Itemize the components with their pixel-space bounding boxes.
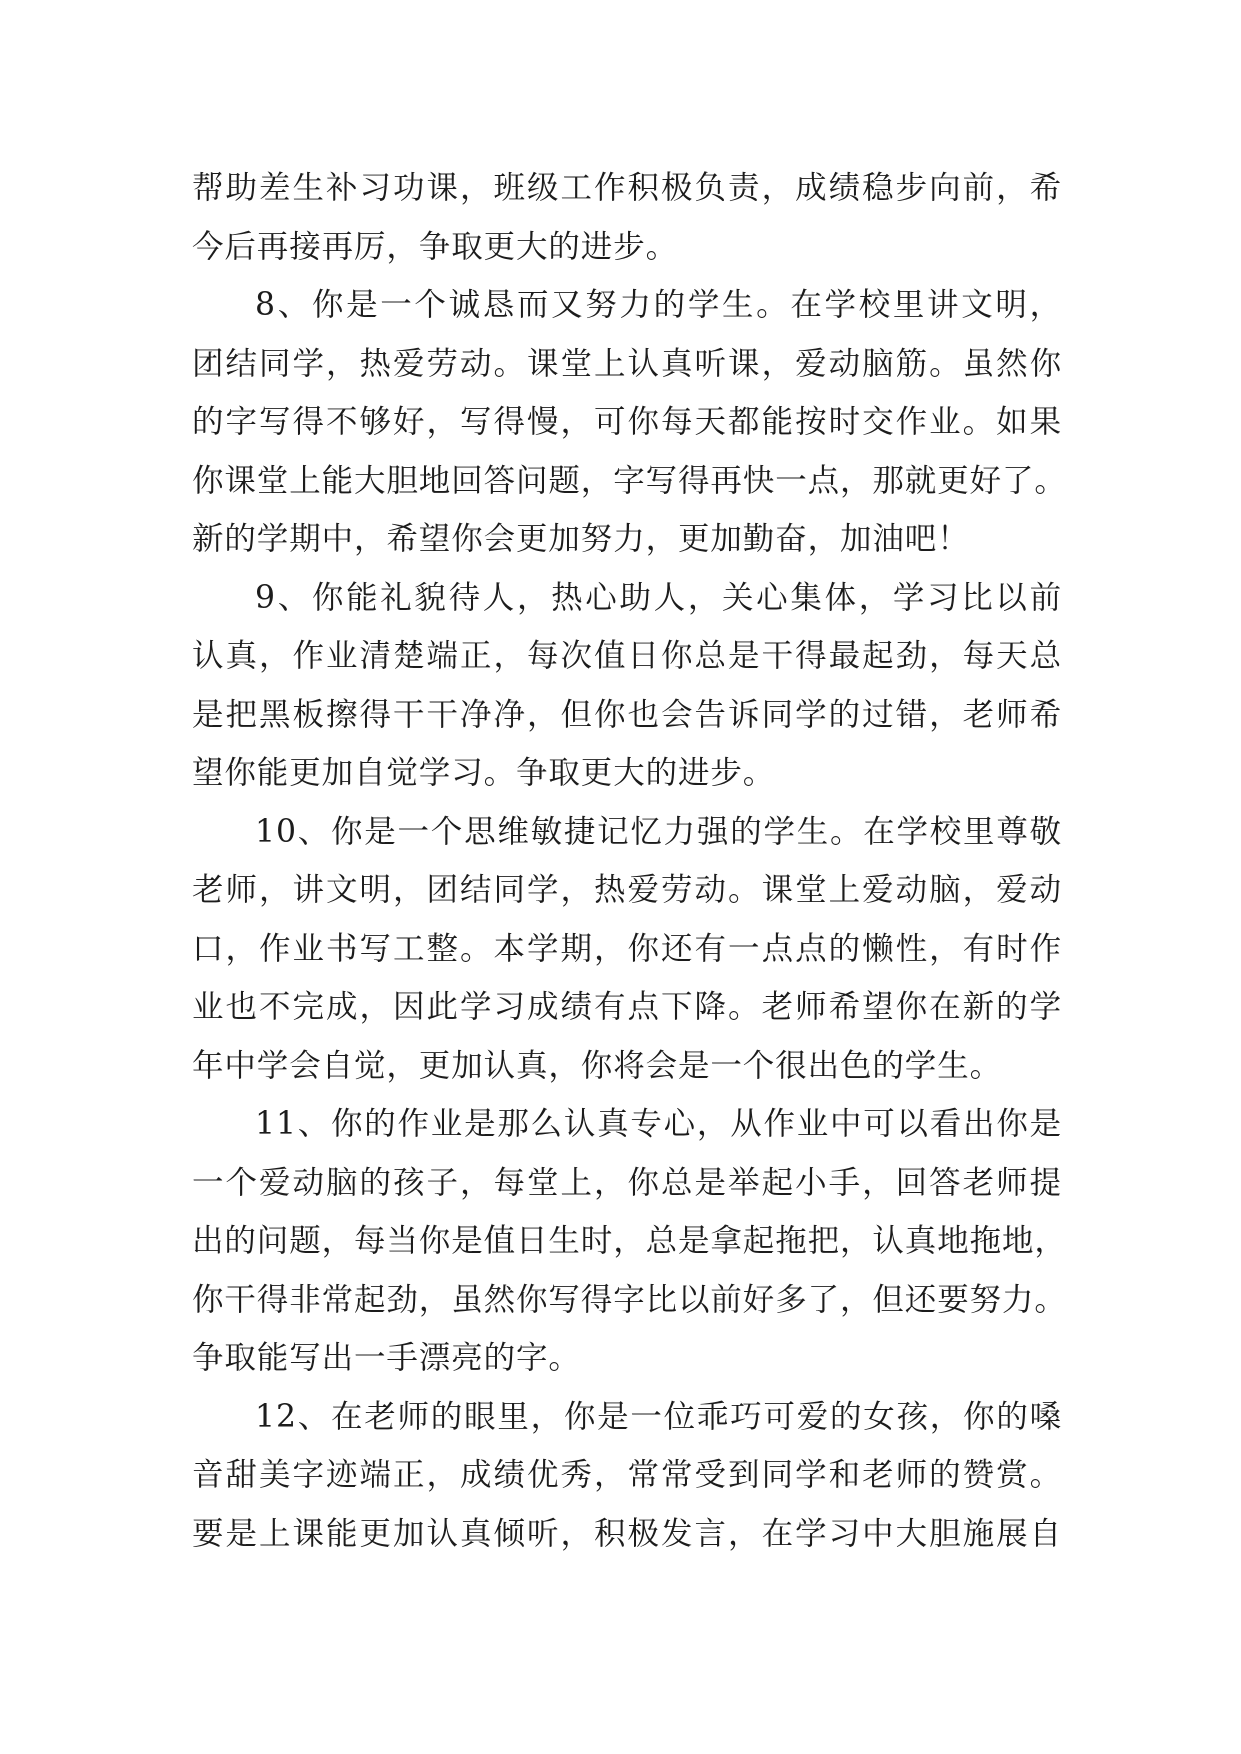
text-line: 业也不完成，因此学习成绩有点下降。老师希望你在新的学 [192,989,1062,1025]
text-line: 口，作业书写工整。本学期，你还有一点点的懒性，有时作 [192,930,1062,967]
text-line: 10、你是一个思维敏捷记忆力强的学生。在学校里尊敬 [255,813,1062,850]
text-line: 你课堂上能大胆地回答问题，字写得再快一点，那就更好了。 [192,462,1067,499]
text-line: 老师，讲文明，团结同学，热爱劳动。课堂上爱动脑，爱动 [192,872,1062,908]
text-line: 是把黑板擦得干干净净，但你也会告诉同学的过错，老师希 [192,696,1062,733]
text-line: 11、你的作业是那么认真专心，从作业中可以看出你是 [255,1106,1062,1142]
text-line: 的字写得不够好，写得慢，可你每天都能按时交作业。如果 [192,404,1062,440]
body-text [192,159,1067,1563]
text-line: 认真，作业清楚端正，每次值日你总是干得最起劲，每天总 [192,638,1062,674]
text-line: 团结同学，热爱劳动。课堂上认真听课，爱动脑筋。虽然你 [192,345,1062,382]
text-line: 9、你能礼貌待人，热心助人，关心集体，学习比以前 [255,579,1062,616]
text-line: 你干得非常起劲，虽然你写得字比以前好多了，但还要努力。 [192,1281,1067,1318]
text-line: 今后再接再厉，争取更大的进步。 [192,228,679,265]
text-line: 音甜美字迹端正，成绩优秀，常常受到同学和老师的赞赏。 [192,1457,1062,1493]
text-line: 一个爱动脑的孩子，每堂上，你总是举起小手，回答老师提 [192,1164,1062,1201]
text-line: 12、在老师的眼里，你是一位乖巧可爱的女孩，你的嗓 [255,1398,1062,1435]
text-line: 新的学期中，希望你会更加努力，更加勤奋，加油吧！ [192,521,970,557]
text-line: 争取能写出一手漂亮的字。 [192,1340,581,1376]
text-line: 出的问题，每当你是值日生时，总是拿起拖把，认真地拖地， [192,1223,1067,1259]
text-line: 望你能更加自觉学习。争取更大的进步。 [192,755,776,791]
text-line: 8、你是一个诚恳而又努力的学生。在学校里讲文明， [255,287,1062,323]
text-line: 年中学会自觉，更加认真，你将会是一个很出色的学生。 [192,1047,1003,1084]
text-line: 帮助差生补习功课，班级工作积极负责，成绩稳步向前，希 [192,170,1062,206]
text-line: 要是上课能更加认真倾听，积极发言，在学习中大胆施展自 [192,1515,1062,1552]
